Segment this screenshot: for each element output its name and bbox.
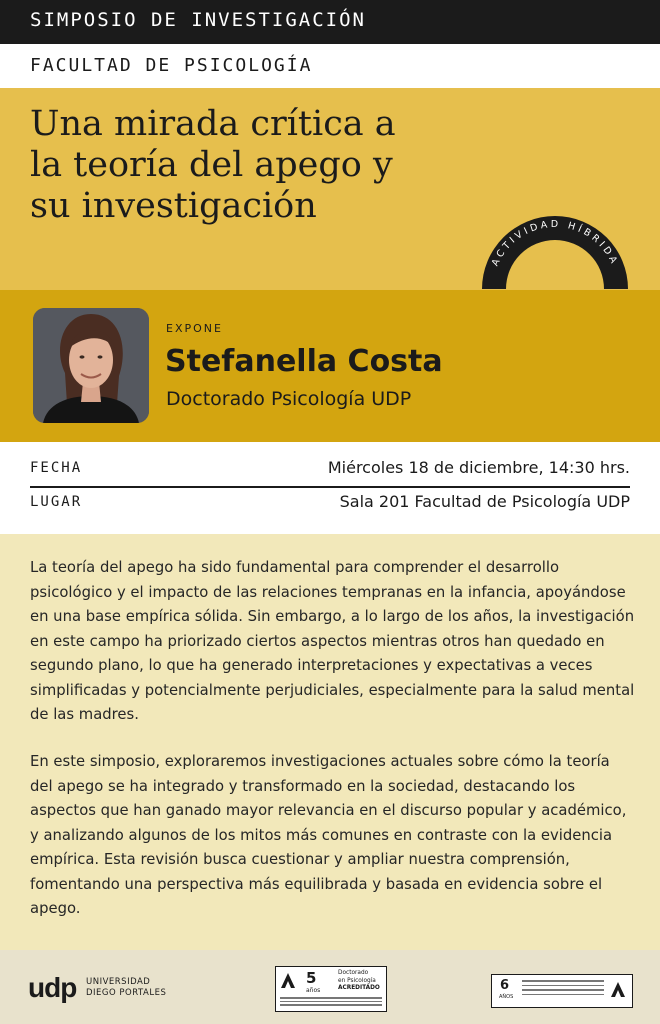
doctorate-accreditation-seal (275, 966, 387, 1012)
badge-text-path: ACTIVIDAD HÍBRIDA (489, 218, 621, 268)
title-line-2: la teoría del apego y (30, 145, 393, 185)
place-label: LUGAR (30, 494, 83, 510)
speaker-name: Stefanella Costa (165, 344, 443, 379)
udp-logo-line-2: DIEGO PORTALES (86, 988, 167, 998)
faculty-band (0, 44, 660, 88)
accreditation-line-1: Doctorado (338, 970, 369, 976)
hybrid-activity-badge (480, 214, 630, 289)
accreditation-text (338, 970, 380, 993)
udp-logo-line-1: UNIVERSIDAD (86, 977, 151, 987)
accreditation-years-label: años (306, 987, 321, 994)
place-value: Sala 201 Facultad de Psicología UDP (339, 492, 630, 511)
description-paragraph-1: La teoría del apego ha sido fundamental para comprender el desarrollo psicológico y el impacto de las relaciones tempranas en la infancia, apoyándose en una base empírica sólida. Sin embargo, a lo largo de los años, la investigación en este campo ha priorizado ciertos aspectos mientras otros han quedado en segundo plano, lo que ha generado interpretaciones y expectativas a veces simplificadas y potencialmente perjudiciales, especialmente para la salud mental de las madres. (30, 559, 635, 723)
date-label: FECHA (30, 460, 83, 476)
date-value: Miércoles 18 de diciembre, 14:30 hrs. (327, 458, 630, 477)
udp-logo (28, 974, 178, 1004)
accreditation-icon (280, 971, 296, 989)
faculty-label: FACULTAD DE PSICOLOGÍA (30, 55, 313, 76)
event-details (0, 442, 660, 534)
speaker-photo (33, 308, 149, 423)
speaker-role: Doctorado Psicología UDP (166, 388, 412, 410)
description-paragraph-2: En este simposio, exploraremos investigaciones actuales sobre cómo la teoría del apego se ha integrado y transformado en la sociedad, destacando los aspectos que han ganado mayor relevancia en el discurso popular y académico, y analizando algunos de los mitos más comunes en contraste con la evidencia empírica. Esta revisión busca cuestionar y ampliar nuestra comprensión, fomentando una perspectiva más equilibrada y basada en evidencia sobre el apego. (30, 753, 627, 917)
event-type-label: SIMPOSIO DE INVESTIGACIÓN (30, 9, 366, 31)
university-accreditation-years-label: AÑOS (499, 994, 514, 1000)
udp-logo-text (86, 977, 166, 999)
date-row (30, 454, 630, 486)
accreditation-years-number: 5 (306, 969, 317, 987)
title-line-1: Una mirada crítica a (30, 104, 396, 144)
accreditation-line-3: ACREDITADO (338, 985, 380, 991)
accreditation-fine-print (280, 997, 382, 1007)
university-accreditation-seal (491, 974, 633, 1008)
footer (0, 950, 660, 1024)
university-accreditation-fine-print (522, 980, 604, 998)
description (0, 534, 660, 950)
place-row (30, 488, 630, 520)
speaker-eyebrow: EXPONE (166, 322, 223, 335)
speaker-photo-illustration (33, 308, 149, 423)
university-accreditation-years-number: 6 (500, 978, 510, 993)
event-type-band (0, 0, 660, 44)
speaker-band (0, 290, 660, 442)
udp-logo-mark: udp (28, 972, 77, 1003)
university-accreditation-icon (610, 980, 626, 998)
event-title (30, 104, 460, 227)
accreditation-line-2: en Psicología (338, 977, 376, 984)
title-line-3: su investigación (30, 186, 317, 226)
